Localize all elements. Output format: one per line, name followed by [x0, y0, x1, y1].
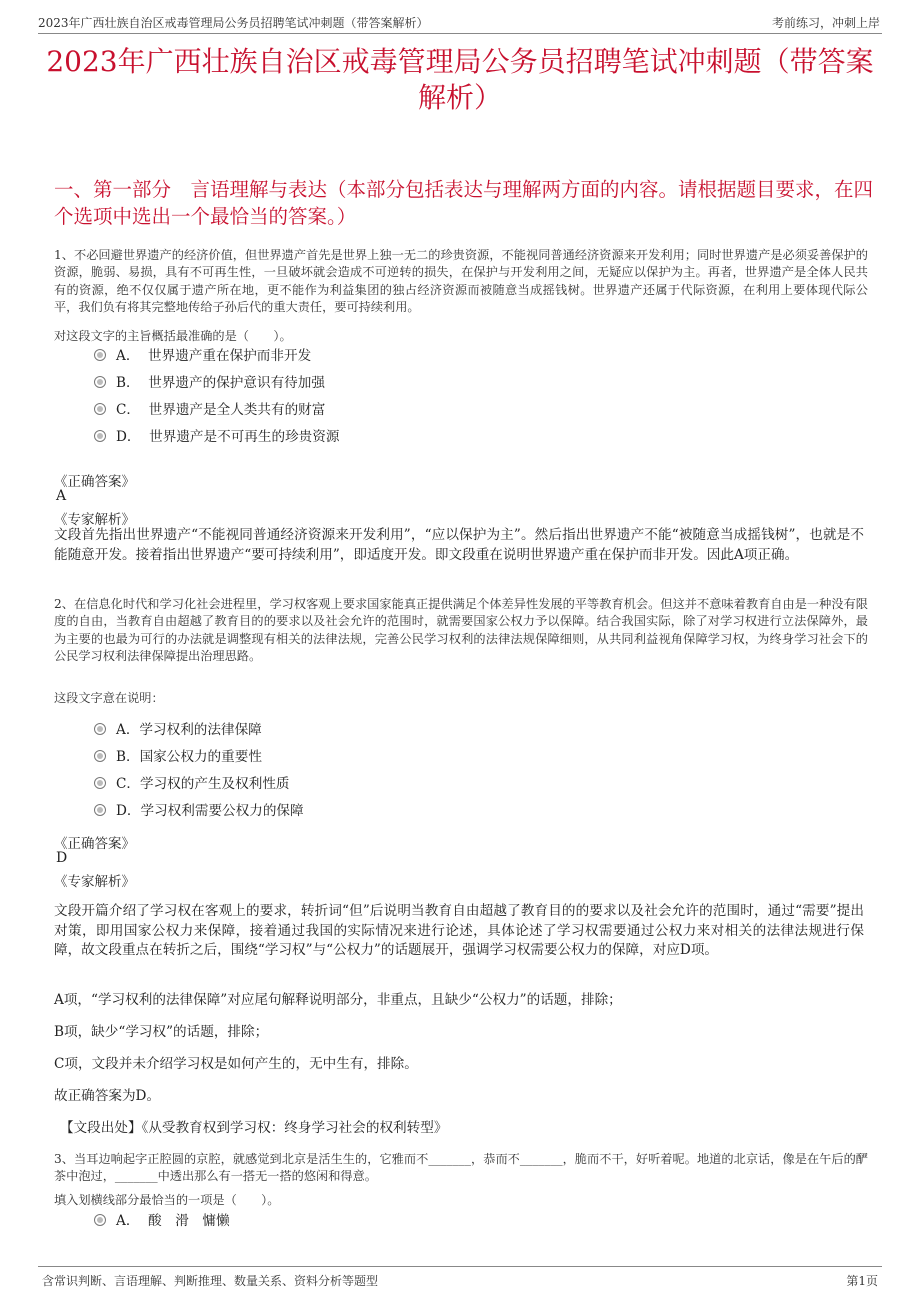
question-1-option-d[interactable]: D． 世界遗产是不可再生的珍贵资源 — [94, 426, 339, 448]
question-2-answer-label: 《正确答案》 — [54, 836, 135, 852]
radio-icon[interactable] — [94, 376, 106, 388]
radio-icon[interactable] — [94, 804, 106, 816]
question-2-prompt: 这段文字意在说明： — [54, 691, 164, 705]
radio-icon[interactable] — [94, 349, 106, 361]
question-2-text: 2、在信息化时代和学习化社会进程里，学习权客观上要求国家能真正提供满足个体差异性发展的平等教育机会。但这并不意味着教育自由是一种没有限度的自由，当教育自由超越了教育目的的要求以及社会允许的范围时，就需要国家公权力予以保障。结合我国实际，除了对学习权进行立法保障外，最为主要的也最为可行的办法就是调整现有相关的法律法规，完善公民学习权利的法律法规保障细则，从共同利益视角保障学习权，为终身学习社会下的公民学习权利法律保障提出治理思路。 — [54, 597, 868, 663]
radio-icon[interactable] — [94, 403, 106, 415]
question-3-text: 3、当耳边响起字正腔圆的京腔，就感觉到北京是活生生的，它雅而不_______，恭而不_______，脆而不干，好听着呢。地道的北京话，像是在午后的酽茶中泡过，_______中透出那么有一搭无一搭的悠闲和得意。 — [54, 1152, 868, 1184]
page-number: 第1页 — [846, 1274, 878, 1288]
question-2-point-c: C项，文段并未介绍学习权是如何产生的，无中生有，排除。 — [54, 1056, 418, 1072]
question-1-answer: A — [56, 488, 67, 504]
question-2-option-c[interactable]: C．学习权的产生及权利性质 — [94, 773, 290, 795]
radio-icon[interactable] — [94, 723, 106, 735]
question-2-answer: D — [56, 850, 68, 866]
question-2-point-a: A项，“学习权利的法律保障”对应尾句解释说明部分，非重点，且缺少“公权力”的话题，排除； — [54, 992, 622, 1008]
page-title: 2023年广西壮族自治区戒毒管理局公务员招聘笔试冲刺题（带答案解析） — [46, 45, 874, 114]
running-header-title: 2023年广西壮族自治区戒毒管理局公务员招聘笔试冲刺题（带答案解析） — [38, 16, 429, 30]
question-2-option-d[interactable]: D．学习权利需要公权力的保障 — [94, 800, 304, 822]
header-divider — [38, 33, 882, 34]
question-1-text: 1、不必回避世界遗产的经济价值，但世界遗产首先是世界上独一无二的珍贵资源，不能视同普通经济资源来开发利用；同时世界遗产是必须妥善保护的资源，脆弱、易损，具有不可再生性，一旦破坏就会造成不可逆转的损失，在保护与开发利用之间，无疑应以保护为主。再者，世界遗产是全体人民共有的资源，绝不仅仅属于遗产所在地，更不能作为利益集团的独占经济资源而被随意当成摇钱树。世界遗产还属于代际资源，在利用上要体现代际公平，我们负有将其完整地传给子孙后代的重大责任，要可持续利用。 — [54, 248, 868, 314]
running-header-slogan: 考前练习，冲刺上岸 — [771, 16, 880, 30]
question-1-option-a[interactable]: A． 世界遗产重在保护而非开发 — [94, 345, 311, 367]
question-3-prompt: 填入划横线部分最恰当的一项是（ ）。 — [54, 1193, 280, 1207]
section-heading: 一、第一部分 言语理解与表达（本部分包括表达与理解两方面的内容。请根据题目要求，在四个选项中选出一个最恰当的答案。） — [54, 178, 874, 228]
radio-icon[interactable] — [94, 1214, 106, 1226]
radio-icon[interactable] — [94, 777, 106, 789]
question-1-option-b[interactable]: B． 世界遗产的保护意识有待加强 — [94, 372, 325, 394]
question-2-option-b[interactable]: B．国家公权力的重要性 — [94, 746, 262, 768]
footer-divider — [38, 1266, 882, 1267]
question-2-conclusion: 故正确答案为D。 — [54, 1088, 161, 1104]
question-2-point-b: B项，缺少“学习权”的话题，排除； — [54, 1024, 269, 1040]
question-1-prompt: 对这段文字的主旨概括最准确的是（ ）。 — [54, 329, 292, 343]
radio-icon[interactable] — [94, 430, 106, 442]
question-2-source: 【文段出处】《从受教育权到学习权：终身学习社会的权利转型》 — [60, 1120, 448, 1136]
question-1-answer-label: 《正确答案》 — [54, 474, 135, 490]
question-2-option-a[interactable]: A．学习权利的法律保障 — [94, 719, 262, 741]
question-1-analysis-label: 《专家解析》 — [54, 512, 135, 528]
question-3-option-a[interactable]: A． 酸 滑 慵懒 — [94, 1210, 230, 1232]
footer-note: 含常识判断、言语理解、判断推理、数量关系、资料分析等题型 — [42, 1274, 379, 1288]
question-2-analysis: 文段开篇介绍了学习权在客观上的要求，转折词“但”后说明当教育自由超越了教育目的的要求以及社会允许的范围时，通过“需要”提出对策，即用国家公权力来保障，接着通过我国的实际情况来进行论述，具体论述了学习权需要通过公权力来对相关的法律法规进行保障，故文段重点在转折之后，围绕“学习权”与“公权力”的话题展开，强调学习权需要公权力的保障，对应D项。 — [54, 903, 864, 958]
question-1-analysis: 文段首先指出世界遗产“不能视同普通经济资源来开发利用”，“应以保护为主”。然后指出世界遗产不能“被随意当成摇钱树”，也就是不能随意开发。接着指出世界遗产“要可持续利用”，即适度开发。即文段重在说明世界遗产重在保护而非开发。因此A项正确。 — [54, 527, 864, 563]
question-2-analysis-label: 《专家解析》 — [54, 874, 135, 890]
radio-icon[interactable] — [94, 750, 106, 762]
question-1-option-c[interactable]: C． 世界遗产是全人类共有的财富 — [94, 399, 325, 421]
